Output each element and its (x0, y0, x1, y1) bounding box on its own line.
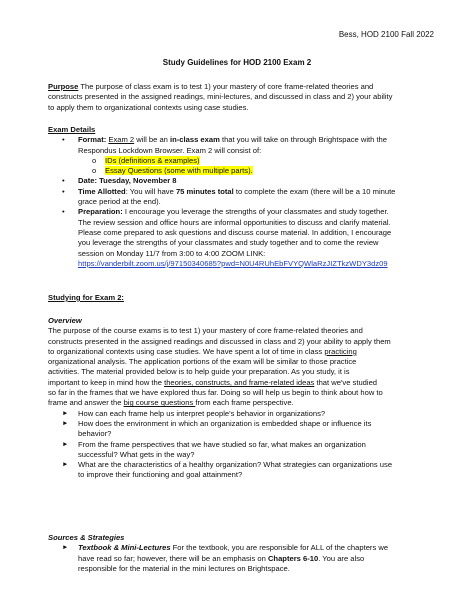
question-2a: How does the environment in which an organization is embedded shape or influence its (78, 418, 372, 428)
format-post: that you will take on through Brightspace with the (219, 135, 388, 145)
time-item (48, 187, 443, 197)
purpose-label: Purpose (48, 82, 79, 91)
prep-text-2: The review session and office hours are informal opportunities to discuss and clarify material. (78, 217, 391, 227)
question-4a: What are the characteristics of a healthy organization? What strategies can organizations use (78, 460, 393, 470)
date-item (48, 176, 443, 186)
prep-text-5: session on Monday 11/7 from 3:00 to 4:00 ZOOM LINK: (78, 248, 266, 258)
textbook-text-2-post: . You are also (318, 553, 365, 563)
question-2b: behavior? (78, 429, 112, 439)
question-item (48, 409, 443, 419)
format-inclass: in-class exam (170, 135, 220, 145)
format-exam: Exam 2 (108, 135, 135, 145)
arrow-bullet-icon: ► (62, 440, 69, 448)
overview-text-3: to organizational contexts using case studies. We have spent a lot of time in class (48, 346, 325, 356)
arrow-bullet-icon: ► (62, 409, 69, 417)
textbook-text-2: have read so far; however, there will be an emphasis on (78, 553, 268, 563)
exam-details-heading: Exam Details (48, 125, 96, 134)
question-item (48, 440, 443, 450)
sources-section (48, 533, 443, 574)
arrow-bullet-icon: ► (62, 419, 69, 427)
purpose-text-2: constructs presented in the assigned readings, mini-lectures, and discussed in class and 2) your ability (48, 92, 393, 102)
frame-post-text: from each frame perspective. (195, 398, 294, 408)
date-label: Date: (78, 176, 97, 186)
arrow-bullet-icon: ► (62, 461, 69, 469)
format-label: Format: (78, 135, 107, 145)
format-subitem-essay (48, 166, 443, 176)
arrow-bullet-icon: ► (62, 544, 69, 552)
format-subitem-essay-text: Essay Questions (some with multiple parts). (105, 166, 253, 176)
overview-section (48, 316, 443, 481)
format-mid: will be an (134, 135, 171, 145)
overview-text-7: so far in the frames that we have explored thus far. Doing so will help us begin to think about how to (48, 388, 383, 398)
purpose-text-3: to apply them to organizational contexts using case studies. (48, 102, 249, 112)
bullet-icon: • (62, 135, 65, 145)
overview-text-1: The purpose of the course exams is to test 1) your mastery of core frame-related theories and (48, 326, 363, 336)
overview-text-5: activities. The material provided below is to help guide your preparation. As you study, it is (48, 367, 350, 377)
big-questions-text: big course questions (123, 398, 196, 408)
theories-text: theories, constructs, and frame-related ideas (164, 377, 315, 387)
studying-heading: Studying for Exam 2: (48, 293, 124, 302)
overview-text-6: important to keep in mind how the (48, 377, 165, 387)
purpose-section (48, 82, 443, 113)
time-line-2: grace period at the end). (78, 197, 161, 207)
format-line-2: Respondus Lockdown Browser. Exam 2 will consist of: (78, 145, 262, 155)
after-theories-text: that we've studied (314, 377, 378, 387)
question-item (48, 460, 443, 470)
purpose-text-1: The purpose of class exam is to test 1) your mastery of core frame-related theories and (78, 82, 374, 91)
format-item (48, 135, 443, 145)
prep-label: Preparation: (78, 207, 123, 217)
page-title: Study Guidelines for HOD 2100 Exam 2 (162, 58, 312, 67)
time-value: 75 minutes total (175, 186, 234, 196)
time-post: to complete the exam (there will be a 10 minute (233, 186, 396, 196)
chapters-text: Chapters 6-10 (267, 553, 319, 563)
bullet-icon: • (62, 176, 65, 186)
time-pre: : You will have (125, 186, 176, 196)
textbook-item (48, 543, 443, 553)
date-value: Tuesday, November 8 (97, 176, 177, 186)
frame-pre-text: frame and answer the (48, 398, 124, 408)
exam-details-section (48, 125, 443, 269)
prep-text-4: you leverage the strengths of your classmates and study together and to come the review (78, 238, 379, 248)
bullet-icon: • (62, 186, 65, 196)
textbook-label: Textbook & Mini-Lectures (78, 543, 171, 553)
zoom-link[interactable]: https://vanderbilt.zoom.us/j/97150340685?pwd=N0U4RUhEbFVYQWlaRzJIZTkzWDY3dz09 (78, 258, 388, 268)
sub-bullet-icon: o (92, 155, 97, 165)
question-4b: to improve their functioning and goal attainment? (78, 470, 243, 480)
bullet-icon: • (62, 207, 65, 217)
question-3b: successful? What gets in the way? (78, 449, 195, 459)
prep-item (48, 207, 443, 217)
prep-text-3: Please come prepared to ask questions and discuss course material. In addition, I encourage (78, 227, 392, 237)
overview-heading: Overview (48, 316, 82, 325)
question-1: How can each frame help us interpret people's behavior in organizations? (78, 408, 326, 418)
studying-section (48, 293, 443, 303)
sources-heading: Sources & Strategies (48, 533, 125, 542)
overview-text-4: organizational analysis. The application portions of the exam will be similar to those practice (48, 357, 357, 367)
format-subitem-ids (48, 156, 443, 166)
format-subitem-ids-text: IDs (definitions & examples) (105, 155, 200, 165)
page-header: Bess, HOD 2100 Fall 2022 (338, 30, 434, 39)
question-3a: From the frame perspectives that we have studied so far, what makes an organization (78, 439, 366, 449)
practicing-text: practicing (324, 346, 357, 356)
overview-text-2: constructs presented in the assigned readings and discussed in class and 2) your ability to apply them (48, 336, 391, 346)
prep-text-1: I encourage you leverage the strengths of your classmates and study together. (122, 207, 389, 217)
sub-bullet-icon: o (92, 166, 97, 176)
textbook-text-3: responsible for the material in the mini lectures on Brightspace. (78, 563, 290, 573)
question-item (48, 419, 443, 429)
textbook-text-1: For the textbook, you are responsible for ALL of the chapters we (170, 543, 389, 553)
time-label: Time Allotted (78, 186, 126, 196)
